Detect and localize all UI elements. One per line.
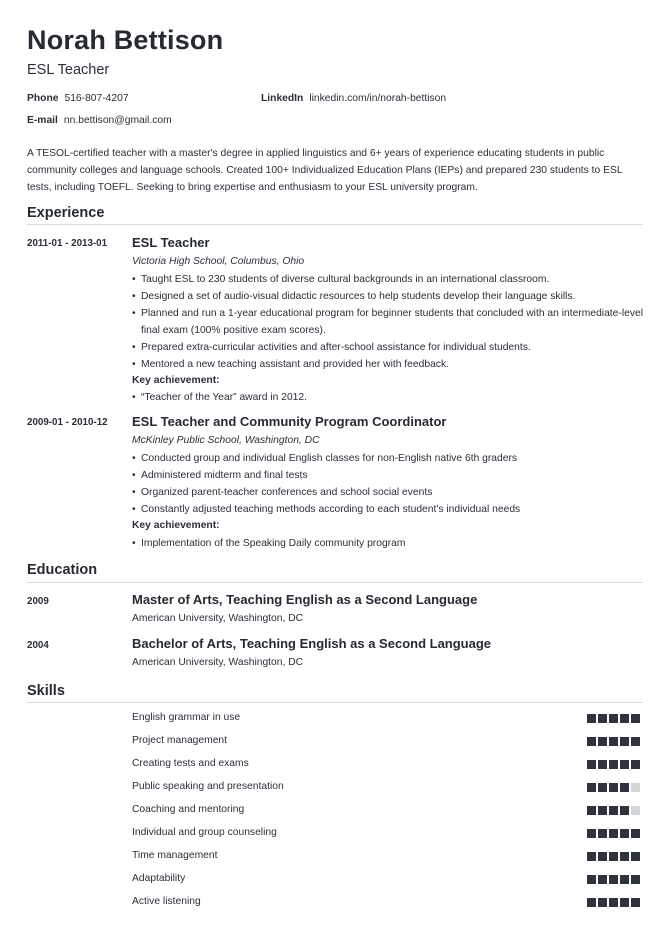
skill-level-filled — [631, 875, 640, 884]
list-item: • Taught ESL to 230 students of diverse cultural backgrounds in an international classroom. — [132, 271, 644, 288]
experience-divider — [27, 224, 643, 225]
education-school: American University, Washington, DC — [132, 657, 304, 668]
experience-heading: Experience — [27, 205, 105, 221]
email-value[interactable]: nn.bettison@gmail.com — [63, 115, 172, 126]
skill-level-filled — [631, 852, 640, 861]
skill-level-filled — [587, 829, 596, 838]
education-divider — [27, 582, 643, 583]
skill-level-filled — [587, 875, 596, 884]
email-label: E-mail — [27, 115, 58, 126]
skill-level-rating — [587, 714, 640, 723]
skill-name: English grammar in use — [132, 712, 241, 723]
summary-paragraph: A TESOL-certified teacher with a master's degree in applied linguistics and 6+ years of experience educating students in public community colleges and language schools. Created 100+ Individualized Education Plans (IEPs) and prepared 230 students to ESL tests, including TOEFL. Seeking to bring expertise and enthusiasm to your ESL university program. — [27, 148, 623, 193]
skill-level-filled — [620, 760, 629, 769]
job-bullets — [132, 450, 644, 518]
skill-level-empty — [631, 783, 640, 792]
skill-level-filled — [609, 898, 618, 907]
list-item: • Constantly adjusted teaching methods according to each student's individual needs — [132, 501, 644, 518]
skill-level-filled — [609, 806, 618, 815]
skill-level-filled — [587, 806, 596, 815]
contact-linkedin — [261, 93, 446, 104]
skills-heading: Skills — [27, 683, 65, 699]
skill-level-filled — [631, 829, 640, 838]
skill-level-filled — [620, 852, 629, 861]
skill-level-filled — [587, 737, 596, 746]
education-heading: Education — [27, 562, 98, 578]
skill-level-filled — [631, 737, 640, 746]
skill-level-filled — [609, 783, 618, 792]
skill-level-filled — [587, 852, 596, 861]
skill-level-filled — [598, 783, 607, 792]
job-title: ESL Teacher and Community Program Coordinator — [132, 414, 447, 429]
skill-level-rating — [587, 760, 640, 769]
skill-level-filled — [609, 829, 618, 838]
key-achievement-list — [132, 535, 644, 552]
skill-name: Active listening — [132, 896, 201, 907]
skill-level-filled — [620, 714, 629, 723]
skill-level-filled — [598, 714, 607, 723]
skill-level-filled — [620, 783, 629, 792]
phone-value: 516-807-4207 — [64, 93, 129, 104]
linkedin-label: LinkedIn — [261, 93, 304, 104]
skill-level-filled — [598, 898, 607, 907]
skill-level-filled — [609, 852, 618, 861]
skill-level-filled — [598, 852, 607, 861]
skill-level-rating — [587, 783, 640, 792]
education-degree: Master of Arts, Teaching English as a Second Language — [132, 592, 478, 607]
job-title: ESL Teacher — [132, 235, 210, 250]
skill-level-filled — [620, 737, 629, 746]
linkedin-value[interactable]: linkedin.com/in/norah-bettison — [309, 93, 447, 104]
skill-level-empty — [631, 806, 640, 815]
skill-level-rating — [587, 898, 640, 907]
skill-level-filled — [587, 898, 596, 907]
skill-name: Project management — [132, 735, 228, 746]
skill-name: Public speaking and presentation — [132, 781, 284, 792]
phone-label: Phone — [27, 93, 59, 104]
skill-level-filled — [620, 806, 629, 815]
skill-level-filled — [598, 737, 607, 746]
key-achievement-label: Key achievement: — [132, 375, 220, 386]
skill-level-filled — [620, 875, 629, 884]
skill-name: Creating tests and exams — [132, 758, 249, 769]
list-item: • Designed a set of audio-visual didactic resources to help students develop their language skills. — [132, 288, 644, 305]
education-school: American University, Washington, DC — [132, 613, 304, 624]
list-item: • Conducted group and individual English classes for non-English native 6th graders — [132, 450, 644, 467]
list-item: • Organized parent-teacher conferences and school social events — [132, 484, 644, 501]
list-item: • Planned and run a 1-year educational program for beginner students that concluded with an intermediate-level final exam (100% positive exam scores). — [132, 305, 644, 339]
skill-level-rating — [587, 852, 640, 861]
skill-level-filled — [631, 714, 640, 723]
skill-level-filled — [587, 714, 596, 723]
job-bullets — [132, 271, 644, 373]
skill-level-filled — [587, 760, 596, 769]
candidate-role: ESL Teacher — [27, 62, 110, 78]
skill-name: Coaching and mentoring — [132, 804, 245, 815]
job-dates: 2011-01 - 2013-01 — [27, 238, 108, 249]
list-item: • Prepared extra-curricular activities and after-school assistance for individual students. — [132, 339, 644, 356]
skill-level-filled — [609, 875, 618, 884]
skill-level-filled — [631, 760, 640, 769]
skill-level-rating — [587, 806, 640, 815]
skill-level-filled — [598, 829, 607, 838]
candidate-name: Norah Bettison — [27, 25, 224, 55]
education-degree: Bachelor of Arts, Teaching English as a Second Language — [132, 636, 492, 651]
skill-level-rating — [587, 875, 640, 884]
skill-level-rating — [587, 737, 640, 746]
job-organization: McKinley Public School, Washington, DC — [132, 435, 320, 446]
contact-phone — [27, 93, 129, 104]
skill-name: Adaptability — [132, 873, 186, 884]
job-dates: 2009-01 - 2010-12 — [27, 417, 108, 428]
skill-level-rating — [587, 829, 640, 838]
list-item: • “Teacher of the Year” award in 2012. — [132, 389, 644, 406]
skill-level-filled — [587, 783, 596, 792]
skill-level-filled — [598, 875, 607, 884]
key-achievement-label: Key achievement: — [132, 520, 220, 531]
skills-divider — [27, 702, 643, 703]
skill-level-filled — [598, 806, 607, 815]
education-year: 2009 — [27, 596, 49, 607]
skill-level-filled — [620, 829, 629, 838]
education-year: 2004 — [27, 640, 49, 651]
skill-name: Individual and group counseling — [132, 827, 277, 838]
skill-level-filled — [598, 760, 607, 769]
job-organization: Victoria High School, Columbus, Ohio — [132, 256, 305, 267]
list-item: • Mentored a new teaching assistant and provided her with feedback. — [132, 356, 644, 373]
skill-name: Time management — [132, 850, 218, 861]
list-item: • Administered midterm and final tests — [132, 467, 644, 484]
list-item: • Implementation of the Speaking Daily community program — [132, 535, 644, 552]
skill-level-filled — [631, 898, 640, 907]
key-achievement-list — [132, 389, 644, 406]
skill-level-filled — [620, 898, 629, 907]
skill-level-filled — [609, 714, 618, 723]
skill-level-filled — [609, 760, 618, 769]
skill-level-filled — [609, 737, 618, 746]
contact-email — [27, 115, 172, 126]
